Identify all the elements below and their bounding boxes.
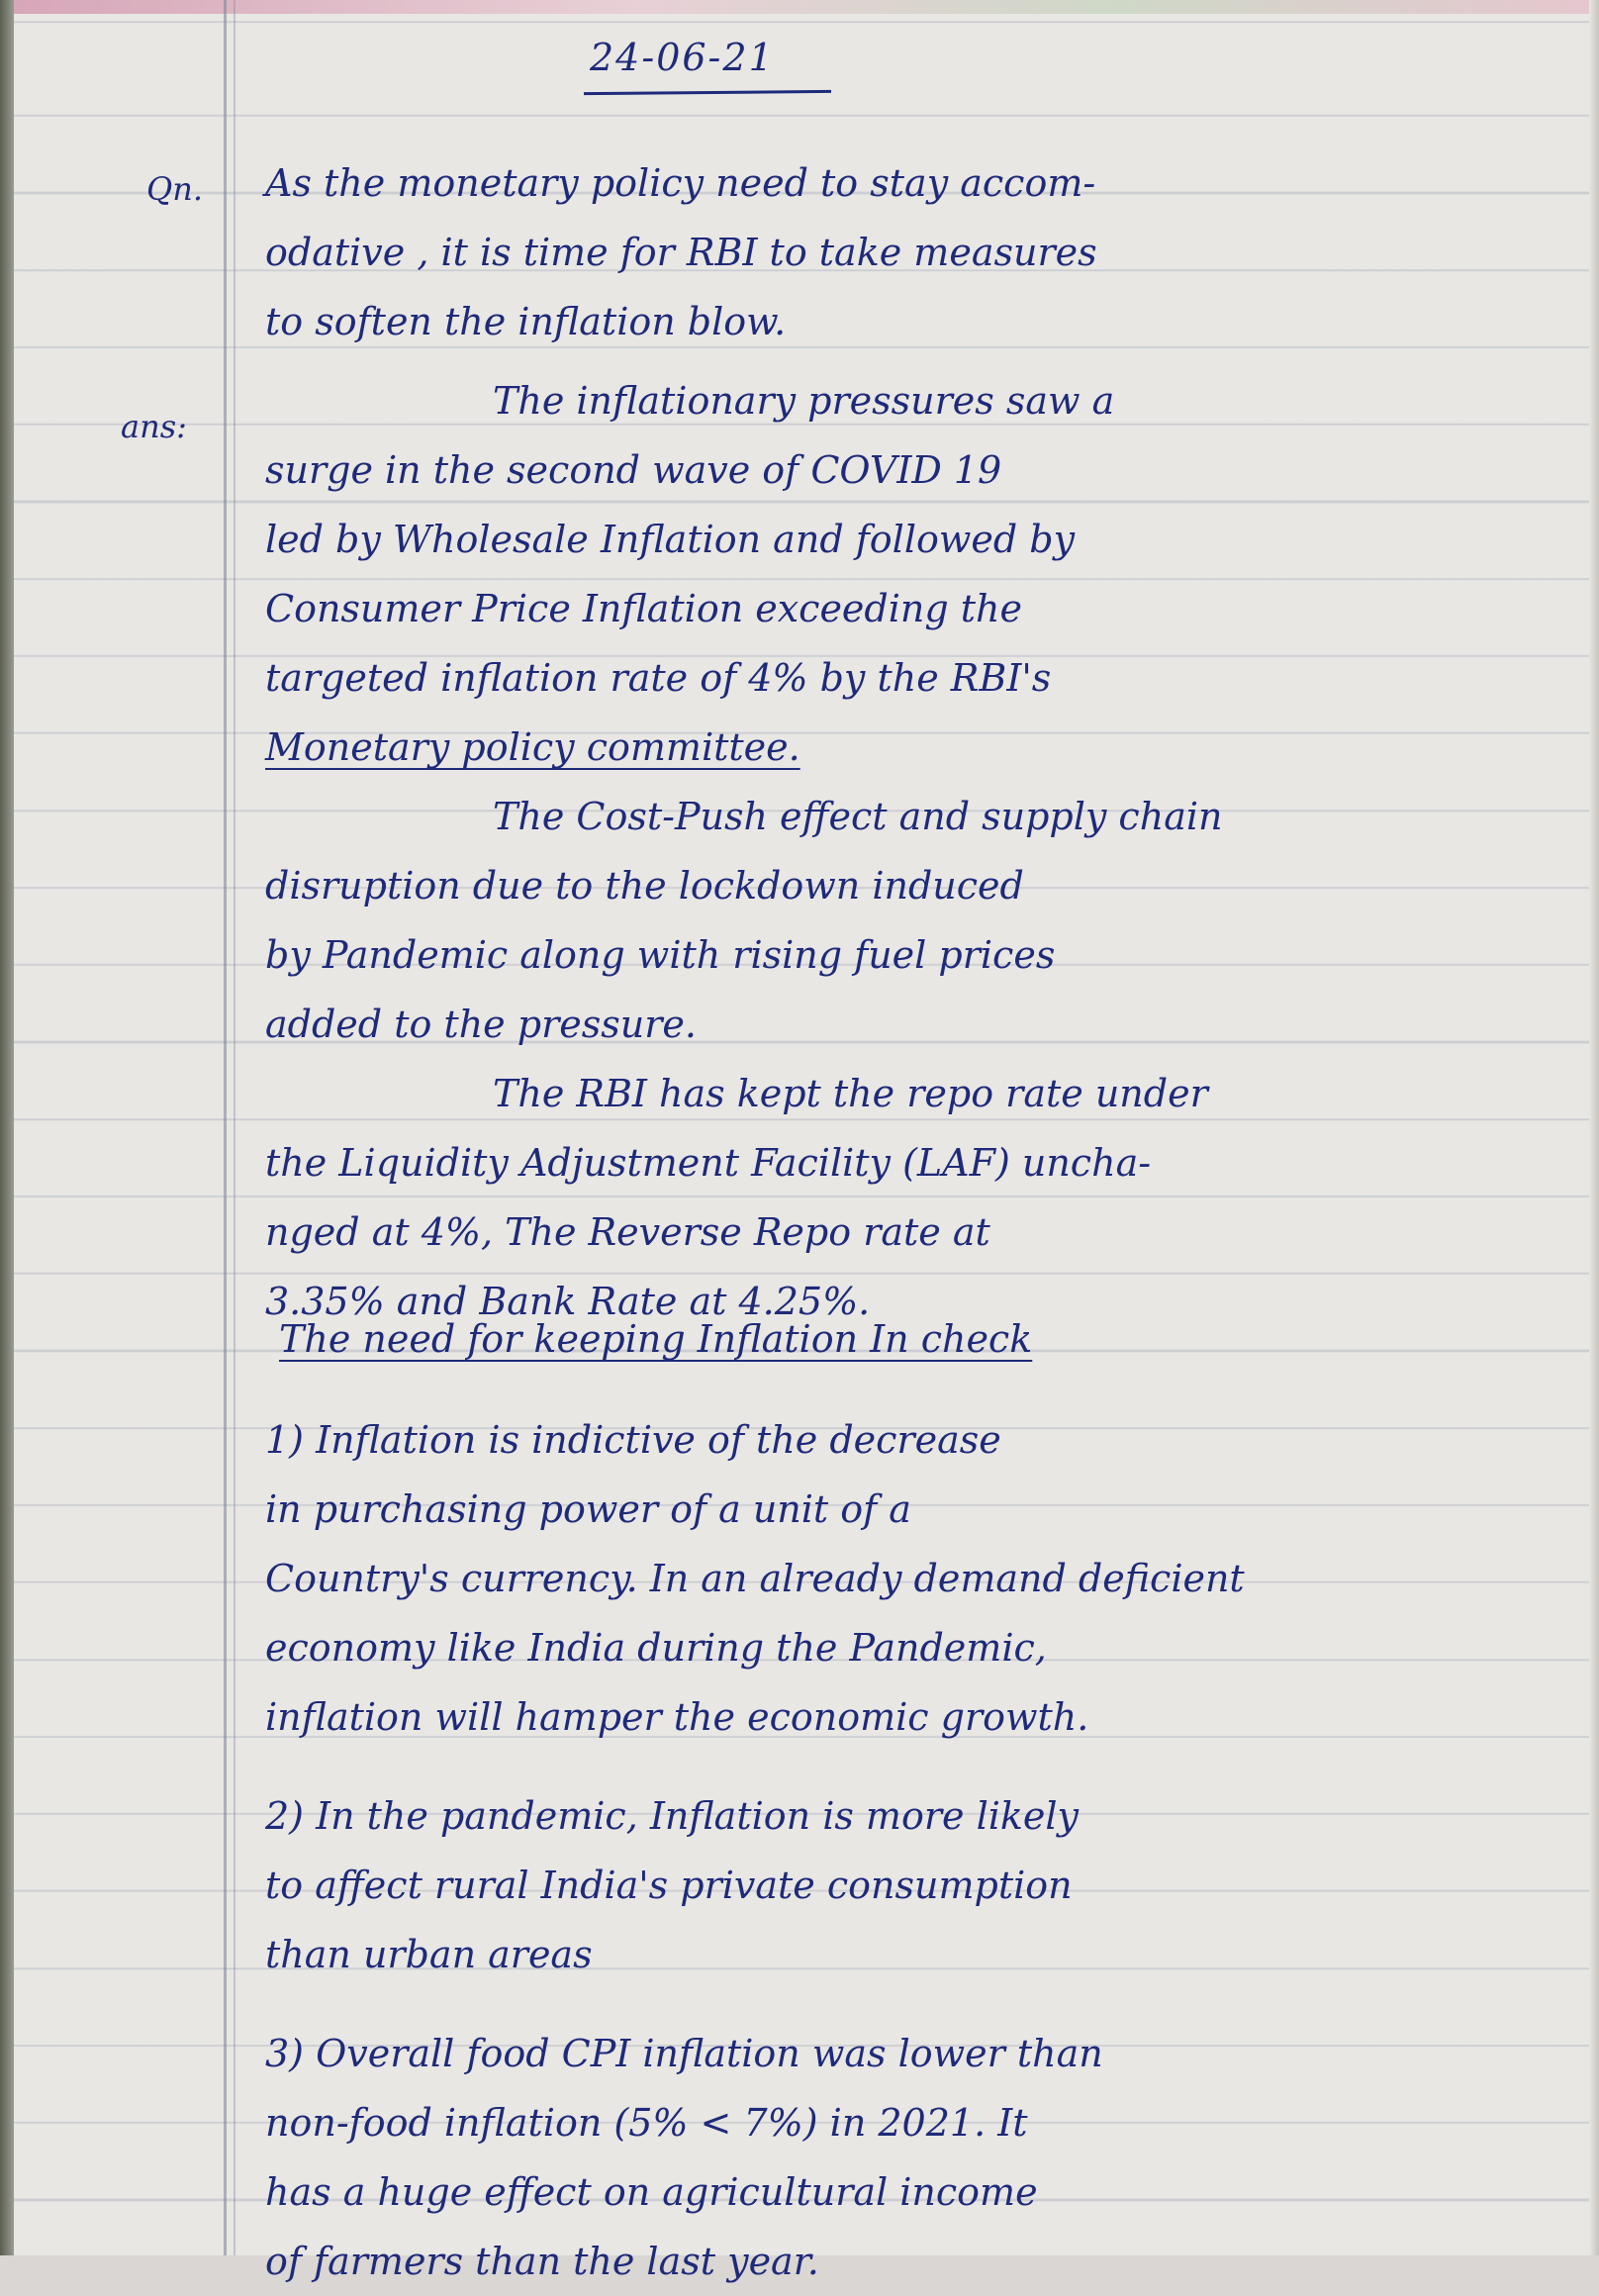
answer-line: The Cost-Push effect and supply chain <box>493 795 1223 838</box>
question-line: odative , it is time for RBI to take measures <box>265 231 1097 274</box>
point-line: non-food inflation (5% < 7%) in 2021. It <box>265 2101 1028 2145</box>
point-line: of farmers than the last year. <box>265 2240 819 2283</box>
answer-line: added to the pressure. <box>265 1003 697 1046</box>
answer-line: by Pandemic along with rising fuel prices <box>265 933 1056 977</box>
answer-line: nged at 4%, The Reverse Repo rate at <box>265 1210 990 1254</box>
answer-line: the Liquidity Adjustment Facility (LAF) uncha- <box>265 1141 1152 1185</box>
answer-line: The RBI has kept the repo rate under <box>493 1072 1208 1115</box>
point-line: Country's currency. In an already demand deficient <box>265 1557 1245 1600</box>
answer-line: disruption due to the lockdown induced <box>265 864 1024 908</box>
answer-label: ans: <box>121 408 187 445</box>
point-line: inflation will hamper the economic growth. <box>265 1695 1089 1739</box>
margin-line <box>224 0 227 2255</box>
margin-line-inner <box>234 0 235 2255</box>
question-text <box>265 148 1453 356</box>
answer-line: led by Wholesale Inflation and followed by <box>265 518 1076 561</box>
answer-line: Consumer Price Inflation exceeding the <box>265 587 1023 630</box>
point-line: than urban areas <box>265 1933 593 1976</box>
point-line: 1) Inflation is indictive of the decrease <box>265 1418 1001 1462</box>
question-line: As the monetary policy need to stay accom- <box>265 161 1096 205</box>
question-line: to soften the inflation blow. <box>265 300 787 343</box>
answer-line: The inflationary pressures saw a <box>493 379 1115 423</box>
section-heading: The need for keeping Inflation In check <box>279 1317 1033 1361</box>
answer-line: 3.35% and Bank Rate at 4.25%. <box>265 1280 871 1323</box>
answer-line: Monetary policy committee. <box>265 725 800 769</box>
point-line: economy like India during the Pandemic, <box>265 1626 1047 1670</box>
point-line: to affect rural India's private consumption <box>265 1864 1073 1907</box>
answer-paragraph-3 <box>265 1059 1453 1336</box>
answer-paragraph-1 <box>265 366 1453 782</box>
answer-line: targeted inflation rate of 4% by the RBI's <box>265 656 1052 700</box>
page-right-edge <box>1589 0 1599 2255</box>
page-date: 24-06-21 <box>590 36 775 79</box>
page-binding-edge <box>0 0 14 2255</box>
point-line: 2) In the pandemic, Inflation is more likely <box>265 1794 1080 1838</box>
answer-line: surge in the second wave of COVID 19 <box>265 448 1002 492</box>
point-line: in purchasing power of a unit of a <box>265 1487 911 1531</box>
point-line: 3) Overall food CPI inflation was lower than <box>265 2032 1103 2075</box>
question-label: Qn. <box>146 170 204 208</box>
answer-paragraph-2 <box>265 782 1453 1059</box>
date-underline <box>584 90 831 95</box>
page-top-stripe <box>0 0 1599 14</box>
point-line: has a huge effect on agricultural income <box>265 2170 1038 2214</box>
points-list <box>265 1405 1453 2296</box>
